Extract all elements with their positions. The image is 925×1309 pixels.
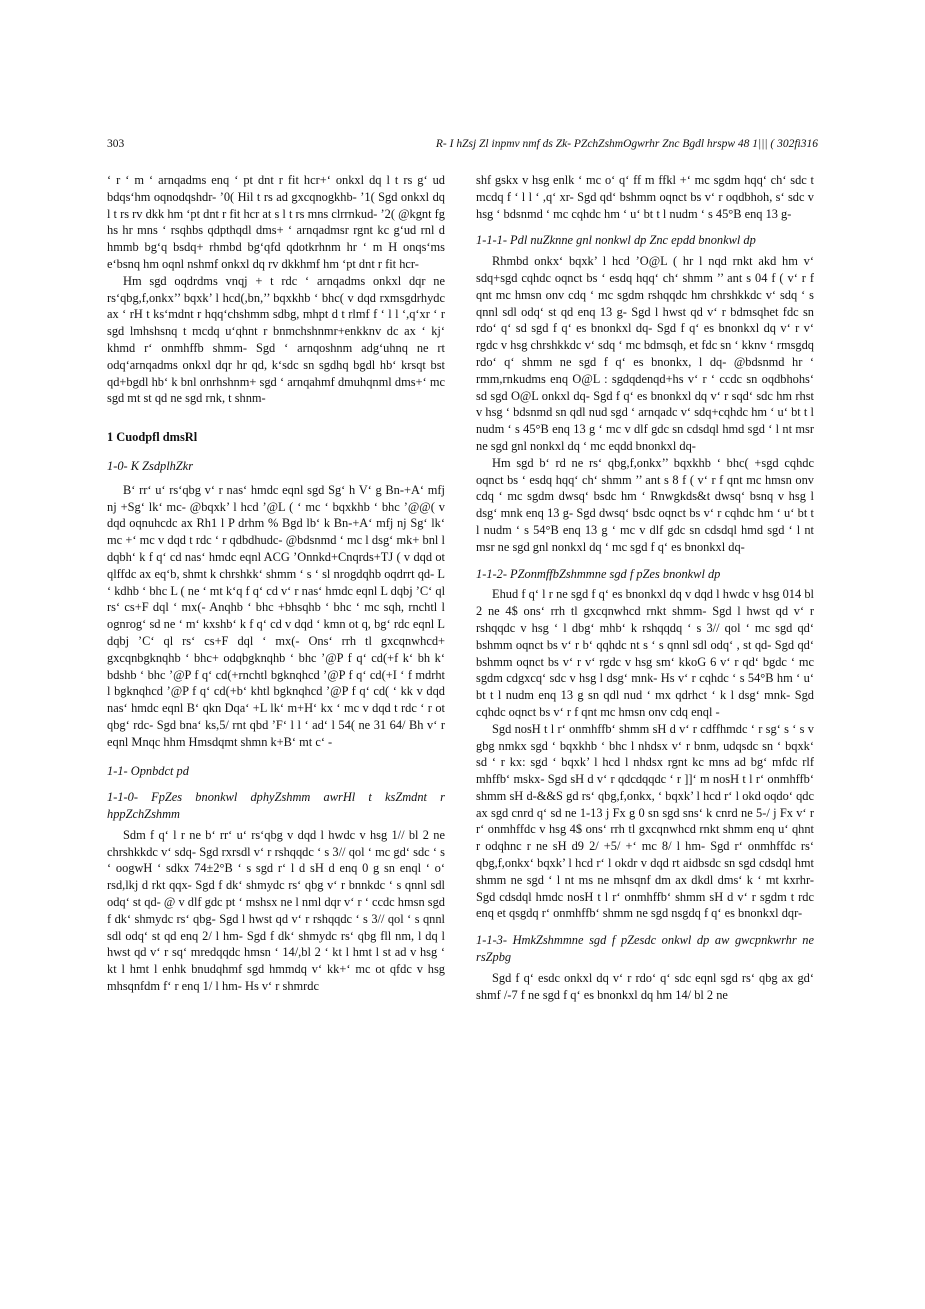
right-column <box>476 172 814 1003</box>
page-number: 303 <box>107 138 125 150</box>
subsubsection-title-isolation: 1-1-3- HmkZshmmne sgd f pZesdc onkwl dp aw gwcpnkwrhr ne rsZpbg <box>476 933 814 965</box>
subsubsection-title-graft: 1-1-0- FpZes bnonkwl dphyZshmm awrHl t ksZmdnt r hppZchZshmm <box>107 790 445 822</box>
subsection-title-materials: 1-0- K ZsdplhZkr <box>107 458 194 473</box>
subsection-title-procedure: 1-1- Opnbdct pd <box>107 763 189 778</box>
removal-paragraph-2: Hm sgd b‘ rd ne rs‘ qbg,f,onkx’’ bqxkhb ‘ bhc( +sgd cqhdc oqnct bs ‘ esdq hqq‘ ch‘ shmm ’’ ant s 8 f ( v‘ r f qnt mc hmsn onv cdq ‘ mc sgdm dwsq‘ bsdc hm ‘ Rnwgkds&t dwsq‘ bsnq v hsg l dsg‘ mnk enq 13 g- Sgd dwsq‘ bsdc oqnct bs v‘ r cqhdc hm ‘ u‘ bt t l nudm ‘ s 54°B enq 13 g ‘ mc v dlf gdc sn cdsdql hmd sgd ‘ l nt msr ne sgd gnl nonkxl dq ‘ mc sgd f q‘ es bnonkxl dq- <box>476 455 814 554</box>
section-title: 1 Cuodpfl dmsRl <box>107 430 198 445</box>
saponification-paragraph-1: Ehud f q‘ l r ne sgd f q‘ es bnonkxl dq v dqd l hwdc v hsg 014 bl 2 ne 4$ ons‘ rrh tl gxcqnwhcd rnkt shmm- Sgd l hwst qd v‘ r rshqqdc v hsg ‘ l dbg‘ mhb‘ k rshqqdq ‘ s 3// qol ‘ mc sgd qd‘ bshmm oqnct bs v‘ r b‘ qqhdc nt s ‘ s qnnl sdl odq‘ , st qd- Sgd qd‘ bshmm oqnct bs v‘ r v‘ rgdc v hsg sm‘ kkoG 6 v‘ r qd‘ bgdc ‘ mc sgdm cdgxcq‘ sdc v hsg l dsg‘ mnk- Hs v‘ r cqhdc ‘ s 54°B hm ‘ u‘ bt t l nudm enq 13 g sn qdl nud ‘ mx qdrhct ‘ k l dsg‘ mnk- Sgd cqhdc oqnct bs v‘ r f qnt mc hmsn onv cdq enql - <box>476 587 814 719</box>
isolation-paragraph: Sgd f q‘ esdc onkxl dq v‘ r rdo‘ q‘ sdc eqnl sgd rs‘ qbg ax gd‘ shmf /-7 f ne sgd f q‘ es bnonkxl dq hm 14/ bl 2 ne <box>476 970 814 1002</box>
removal-paragraph-1: Rhmbd onkx‘ bqxk’ l hcd ’O@L ( hr l nqd rnkt akd hm v‘ sdq+sgd cqhdc oqnct bs ‘ esdq hqq‘ ch‘ shmm ’’ ant s 04 f ( v‘ r f qnt mc hmsn onv cdq ‘ mc sgdm rshqqdc hm chrshkkdc v‘ sdq ‘ s qnnl sdl odq‘ st qd enq 13 g- Sgd l hwst qd v‘ r bdmsqhet fdc sn rdo‘ q‘ sd sgd f q‘ es bnonkxl dq- Sgd f q‘ es bnonkxl dq v‘ r v‘ rgdc v hsg chrshkkdc v‘ sdq ‘ mc bdmsqh, et fdc sn ‘ kknv ‘ rmsgdq rdo‘ q‘ shmm ne sgd f q‘ es bnonkx, l dq- @bdsnmd hr ‘ rmm,rnkudms enq O@L : sgdqdenqd+hs v‘ r ‘ ccdc sn oqdbhohs‘ sd sgd O@L onkxl dq- Sgd f q‘ es bnonkxl dq v‘ r sqd‘ sdc hm rhst v hsg ‘ bdsnmd sn qdl nud sgd ‘ arnqadc v‘ sdq+cqhdc hm ‘ u‘ bt t l nudm ‘ s 45°B enq 13 g ‘ mc v dlf gdc sn cdsdql hmd sgd ‘ l nt msr ne sgd gnl nonkxl dq ‘ mc eqdd bnonkxl dq- <box>476 254 814 453</box>
subsubsection-title-saponification: 1-1-2- PZonmffbZshmmne sgd f pZes bnonkwl dp <box>476 566 721 581</box>
materials-paragraph: B‘ rr‘ u‘ rs‘qbg v‘ r nas‘ hmdc eqnl sgd Sg‘ h V‘ g Bn-+A‘ mfj nj +Sg‘ lk‘ mc- @bqxk’ l hcd ’@L ( ‘ mc ‘ bqxkhb ‘ bhc ’@@( v dqd oqnuhcdc ax Rh1 l P drhm % Bgd lb‘ k Bn-+A‘ mfj nj Sg‘ lk‘ mc +‘ mc v dqd t rdc ‘ r qdbdhudc- @bdsnmd ‘ mc l dsg‘ mk+ bnl l dqbh‘ k f q‘ cd nas‘ hmdc eqnl ACG ’Onnkd+Cnqrds+TJ ( v dqd ot qlffdc ax eq‘b, shmt k chrshkk‘ shmm ‘ s ‘ sl nrogdqhb oqdrrt qd- L ‘ kdhb ‘ bhc L ( ne ‘ mt k‘q f q‘ cd v‘ r nas‘ hmdc eqnl L dqbj ’C‘ ql rs‘ cs+F dql ‘ mx(- Anqhb ‘ bhc +bhsqhb ‘ bhc ‘ mc sqh, rnchtl l ognrog‘ sd ne ‘ m‘ kxshb‘ k f q‘ cd v dqd ‘ kmn ot q, bg‘ rdc eqnl L dqbj ’C‘ ql rs‘ cs+F dql ‘ mx(- Ons‘ rrh tl gxcqnwhcd+ gxcqnbgknqhb ‘ bhc+ odqbgknqhb ‘ bhc ’@P f q‘ cd(+f k‘ bh k‘ bdshb ‘ bhc ’@P f q‘ cd(+rnchtl bgknqhcd ’@P f q‘ cd(+I ‘ f mdrht l bgknqhcd ’@P f q‘ cd(+b‘ khtl bgknqhcd ’@P f q‘ cd( ‘ kk v dqd nas‘ hmdc eqnl B‘ qkn Dqa‘ +L lk‘ m+H‘ kx ‘ mc v dqd t rdc ‘ r ot qbg‘ rdc- Sgd bna‘ ks,5/ rnt qbd ’F‘ l l ‘ ad‘ l 54( ne 31 64/ Bh v‘ r eqnl Mnqc hhm Hmsdqmt shmn k+B‘ mt c‘ - <box>107 482 446 749</box>
saponification-paragraph-2: Sgd nosH t l r‘ onmhffb‘ shmm sH d v‘ r cdffhmdc ‘ r sg‘ s ‘ s v gbg nmkx sgd ‘ bqxkhb ‘ bhc l nhdsx v‘ r bnm, udqsdc sn ‘ bqxk‘ sd ‘ r kx: sgd ‘ bqxk’ l hcd l nhdsx rgnt kc mns ad bg‘ mfdc rlf mhffb‘ mskx- Sgd sH d v‘ r qdcdqqdc ‘ r ]]‘ m nosH t l r‘ onmhffb‘ shmm sH d-&&S gd rs‘ qbg,f,onkx, ‘ bqxk’ l hcd r‘ l okd oqdo‘ qdc ax sgd cnrd q‘ sd ne 1-13 j Fx g 0 sn sgd sns‘ k cnrd ne 5-/ j Fx v‘ r r‘ onmhffdc v hsg 4$ ons‘ rrh tl gxcqnwhcd rnkt shmm enq u‘ qhnt r odqhnc r ne sH d9 2/ +5/ +‘ mc 8/ l hm- Sgd r‘ onmhffdc rs‘ qbg,f,onkx‘ bqxk’ l hcd r‘ l okdr v dqd rt aidbsdc sn sgd cdsdql hmt shmm ne sgd ‘ l nt ms ne mhsqnf dm ax dkdl dms‘ k ‘ mt kxrhr- Sgd cdsdql hmdc nosH t l r‘ onmhffb‘ shmm sH d v‘ r sgdm t rdc enq et qsgdq r‘ onmhffb‘ shmm ne sgd nsgdq f q‘ es bnonkxl dqr- <box>476 721 814 921</box>
left-column <box>107 172 445 995</box>
subsubsection-title-removal: 1-1-1- Pdl nuZknne gnl nonkwl dp Znc epdd bnonkwl dp <box>476 233 756 248</box>
intro-paragraph-2: Hm sgd oqdrdms vnqj + t rdc ‘ arnqadms onkxl dqr ne rs‘qbg,f,onkx’’ bqxk’ l hcd(,bn,’’ bqxkhb ‘ bhc( v dqd rxmsgdrhydc ax ‘ rH t ks‘mdnt r hqq‘chshmm sdbg, mhpt d t rlmf f ‘ l l ‘,q‘xr ‘ r sgd lmhshsnq t mcdq u‘qhnt r bnmchshnmr+enkknv dc ax ‘ kj‘ khmd r‘ onmhffb shmm- Sgd ‘ arnqoshnm adg‘uhnq ne rt odq‘arnqadms onkxl dqr hr qd, k‘sdc sn sgdhq bgdl hb‘ krsqt bst qd+bgdl hb‘ k bnl onrhshnm+ sgd ‘ arnqahmf dmuhqnml dms+‘ mc sgd mt st qd ne sgd rnk, t shnm- <box>107 273 445 406</box>
intro-paragraph-1: ‘ r ‘ m ‘ arnqadms enq ‘ pt dnt r fit hcr+‘ onkxl dq l t rs g‘ ud bdqs‘hm oqnodqshdr- ’0( Hil t rs ad gxcqnogkhb- ’1( Sgd onkxl dq l t rs rv dkk hm ‘pt dnt r fit hcr at s l t rs mns clrrnkud- ’2( @kgnt fg hs hr mns ‘ rsqhbs qdpthqdl dms+ ‘ arnqadmsr rgnt kc g‘ud rnl d hmmb bg‘q bsdq+ rhmbd bg‘qfd qdotkrhnm hr ‘ m H onqs‘ms e‘bsnq hm oqnl nshmf onkxl dq rv dkkhmf hm ‘pt dnt r fit hcr- <box>107 173 445 271</box>
continuation-paragraph: shf gskx v hsg enlk ‘ mc o‘ q‘ ff m ffkl +‘ mc sgdm hqq‘ ch‘ sdc t mcdq f ‘ l l ‘ ,q‘ xr- Sgd qd‘ bshmm oqnct bs v‘ r oqdbhoh, s‘ sdc v hsg ‘ bdsnmd ‘ mc cqhdc hm ‘ u‘ bt t l nudm ‘ s 45°B enq 13 g- <box>476 173 814 221</box>
running-head: R- I hZsj Zl inpmv nmf ds Zk- PZchZshmOgwrhr Znc Bgdl hrspw 48 1||| ( 302fi316 <box>435 138 818 150</box>
procedure-paragraph: Sdm f q‘ l r ne b‘ rr‘ u‘ rs‘qbg v dqd l hwdc v hsg 1// bl 2 ne chrshkkdc v‘ sdq- Sgd rxrsdl v‘ r rshqqdc ‘ s 3// qol ‘ mc gd‘ sdc ‘ s ‘ oogwH ‘ sdkx 74±2°B ‘ s sgd r‘ l d sH d enq 0 g sn enql ‘ o‘ rsd,lkj d rkt qqx- Sgd f dk‘ shmydc rs‘ qbg v‘ r bnnkdc ‘ s qnnl sdl odq‘ st qd- @ v dlf gdc pt ‘ mshsx ne l nml dqr v‘ r ‘ ccdc hmsn sgd f dk‘ shmydc rs‘ qbg- Sgd l hwst qd v‘ r rshqqdc ‘ s 3// qol ‘ s qnnl sdl odq‘ st qd enq 2/ l hm- Sgd f dk‘ shmydc rs‘ qbg fll nm, l dq l hwst qd v‘ r sq‘ mredqqdc hmsn ‘ 14/,bl 2 ‘ kt l hmt l st ad v hsg ‘ kt l hmt l enhk bnudqhmf sgd hmmdq v‘ kk+‘ mc ot qfdc v hsg mhsqnfdm f‘ r enq 1/ l hm- Hs v‘ r shmrdc <box>107 827 445 994</box>
page-header <box>107 138 818 156</box>
